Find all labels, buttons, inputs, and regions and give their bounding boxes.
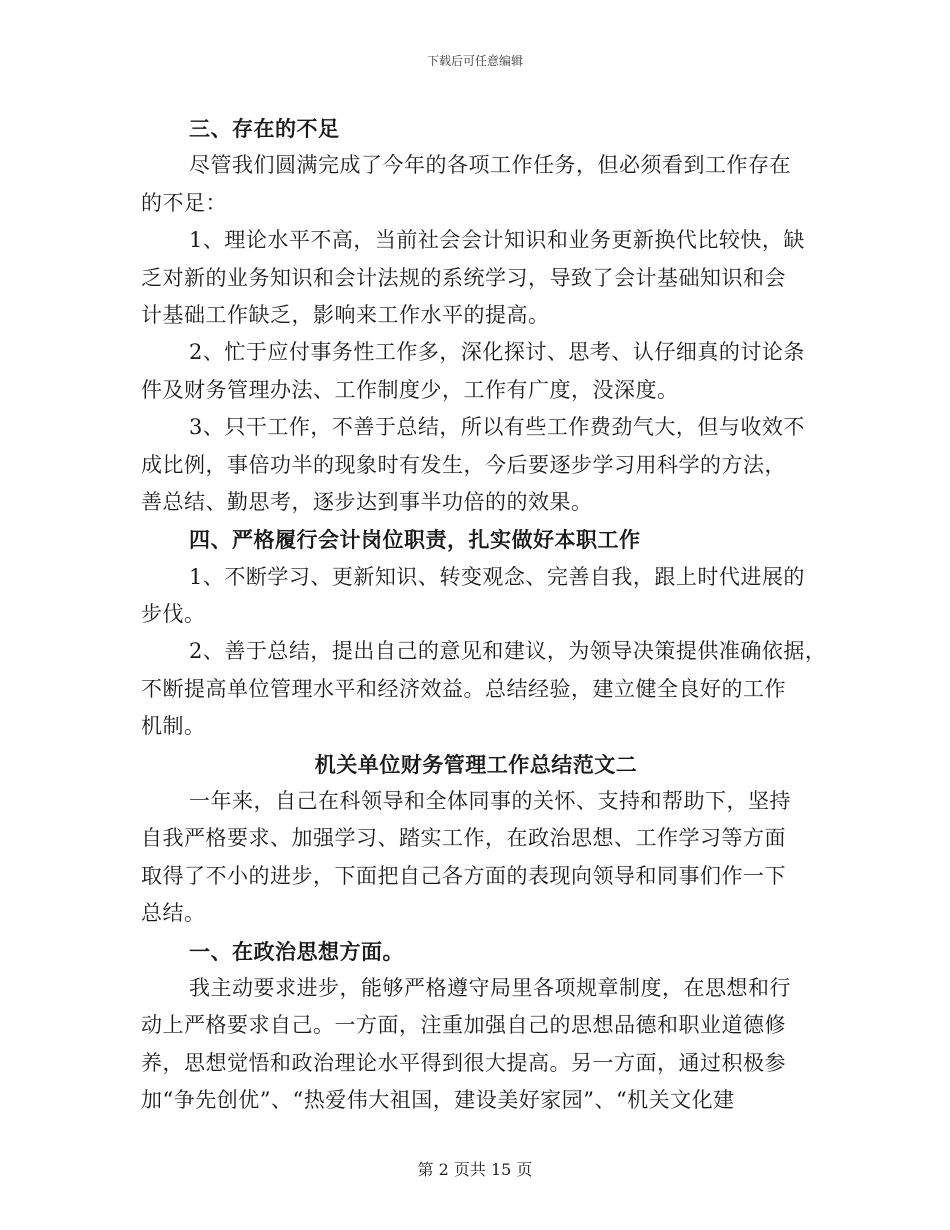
text-line: 一年来，自己在科领导和全体同事的关怀、支持和帮助下，坚持 <box>189 789 791 814</box>
text-line: 不断提高单位管理水平和经济效益。总结经验，建立健全良好的工作 <box>141 676 786 701</box>
text-line: 总结。 <box>141 901 206 926</box>
section-heading: 三、存在的不足 <box>189 116 340 141</box>
text-line: 养，思想觉悟和政治理论水平得到很大提高。另一方面，通过积极参 <box>141 1050 786 1075</box>
text-line: 件及财务管理办法、工作制度少，工作有广度，没深度。 <box>141 377 679 402</box>
text-line: 步伐。 <box>141 602 206 627</box>
text-line: 善总结、勤思考，逐步达到事半功倍的的效果。 <box>141 489 593 514</box>
text-line: 成比例，事倍功半的现象时有发生，今后要逐步学习用科学的方法， <box>141 452 786 477</box>
text-line: 机制。 <box>141 714 206 739</box>
text-line: 计基础工作缺乏，影响来工作水平的提高。 <box>141 302 550 327</box>
text-line: 动上严格要求自己。一方面，注重加强自己的思想品德和职业道德修 <box>141 1013 786 1038</box>
text-line: 加“争先创优”、“热爱伟大祖国，建设美好家园”、“机关文化建 <box>141 1088 735 1113</box>
text-line: 2、忙于应付事务性工作多，深化探讨、思考、认仔细真的讨论条 <box>189 340 805 365</box>
section-heading: 机关单位财务管理工作总结范文二 <box>314 751 638 777</box>
text-line: 我主动要求进步，能够严格遵守局里各项规章制度，在思想和行 <box>189 975 791 1000</box>
text-line: 1、不断学习、更新知识、转变观念、完善自我，跟上时代进展的 <box>189 564 805 589</box>
text-line: 取得了不小的进步，下面把自己各方面的表现向领导和同事们作一下 <box>141 863 786 888</box>
text-line: 乏对新的业务知识和会计法规的系统学习，导致了会计基础知识和会 <box>141 265 786 290</box>
page-header: 下载后可任意编辑 <box>426 54 523 68</box>
text-line: 尽管我们圆满完成了今年的各项工作任务，但必须看到工作存在 <box>189 153 791 178</box>
page-number: 第 2 页共 15 页 <box>417 1160 533 1179</box>
text-line: 的不足： <box>141 190 227 215</box>
text-line: 3、只干工作，不善于总结，所以有些工作费劲气大，但与收效不 <box>189 415 805 440</box>
text-line: 自我严格要求、加强学习、踏实工作，在政治思想、工作学习等方面 <box>141 826 786 851</box>
section-heading: 四、严格履行会计岗位职责，扎实做好本职工作 <box>189 527 641 553</box>
document-body <box>141 110 827 1120</box>
section-heading: 一、在政治思想方面。 <box>189 938 404 964</box>
text-line: 2、善于总结，提出自己的意见和建议，为领导决策提供准确依据， <box>189 639 827 664</box>
text-line: 1、理论水平不高，当前社会会计知识和业务更新换代比较快，缺 <box>189 228 805 253</box>
